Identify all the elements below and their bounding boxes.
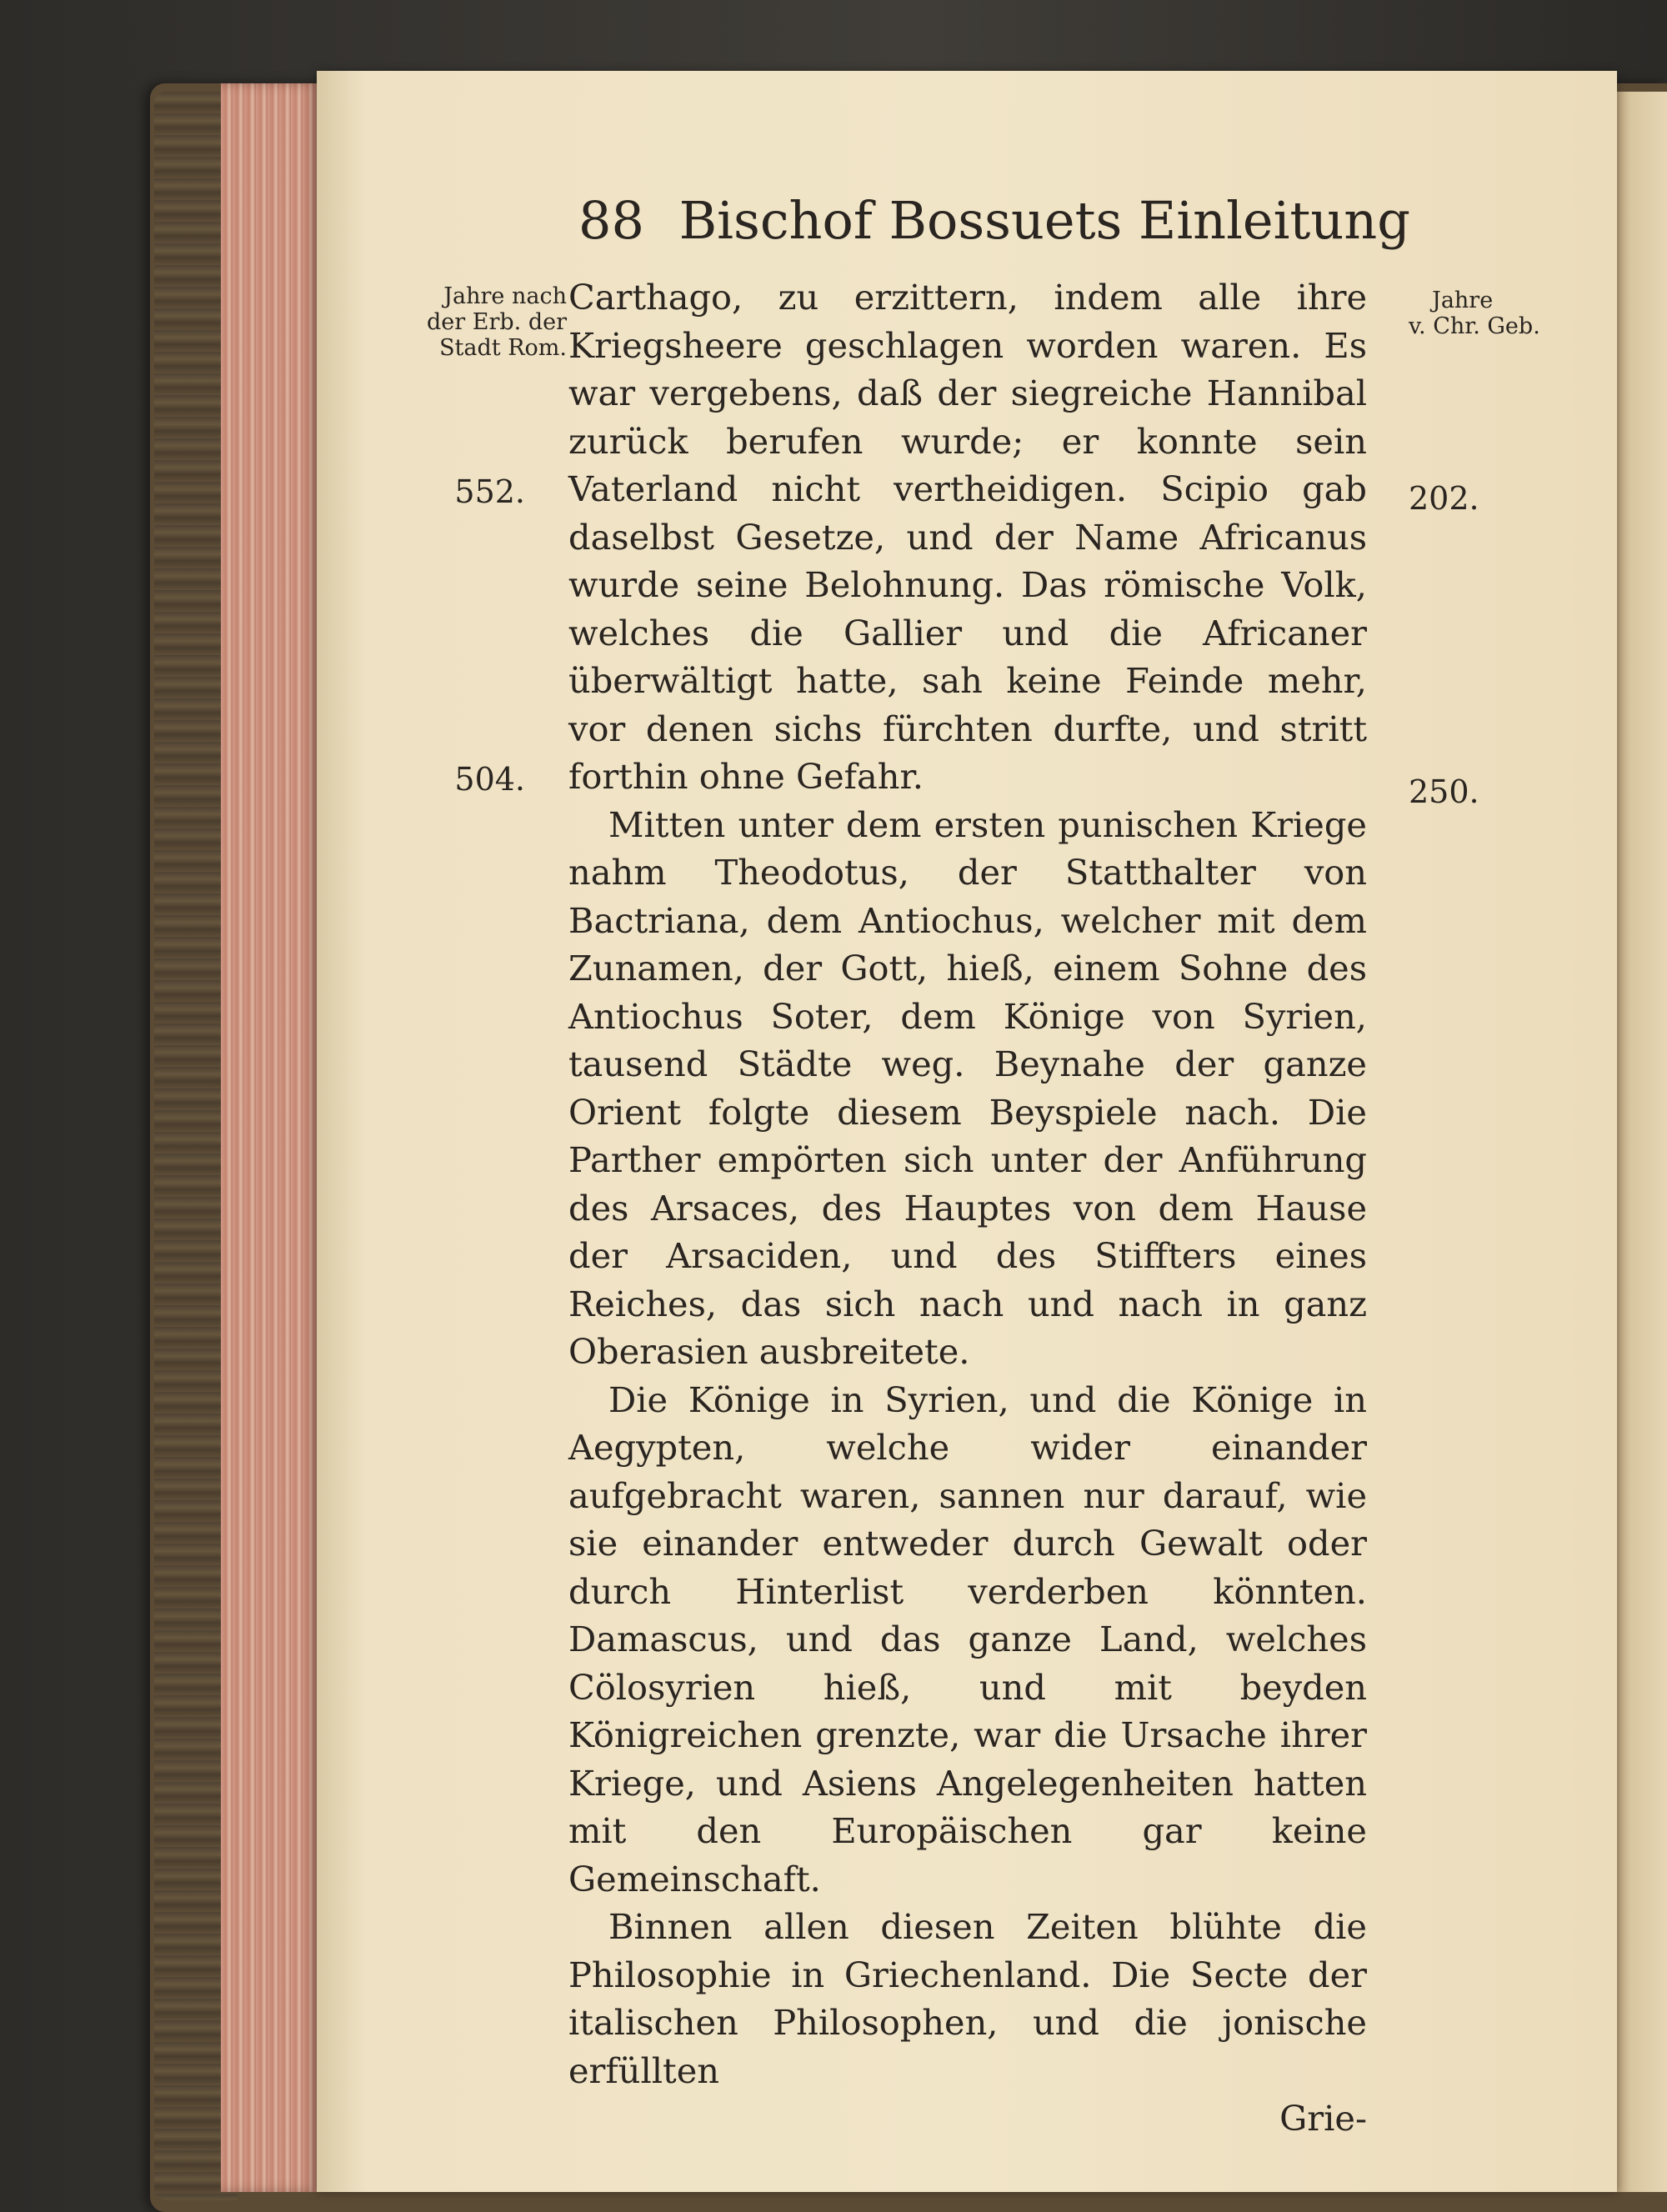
right-margin-heading xyxy=(1409,288,1567,339)
left-margin-year: 552. xyxy=(454,473,525,510)
paragraph: Binnen allen diesen Zeiten blühte die Philosophie in Griechenland. Die Secte der italischen Philosophen, und die jonische erfüllten xyxy=(568,1906,1367,2091)
paragraph: Die Könige in Syrien, und die Könige in Aegypten, welche wider einander aufgebracht waren, sannen nur darauf, wie sie einander entweder durch Gewalt oder durch Hinterlist verderben könnten. Damascus, und das ganze Land, welches Cölosyrien hieß, und mit beyden Königreichen grenzte, war die Ursache ihrer Kriege, und Asiens Angelegenheiten hatten mit den Europäischen gar keine Gemeinschaft. xyxy=(568,1379,1367,1899)
left-margin-heading-line: Stadt Rom. xyxy=(439,335,567,361)
left-margin-year: 504. xyxy=(454,761,525,798)
page-number: 88 xyxy=(578,190,644,251)
right-margin-heading-line: Jahre xyxy=(1432,288,1494,313)
left-margin-heading-line: Jahre nach xyxy=(443,283,567,309)
body-text xyxy=(568,273,1367,2143)
right-margin-heading-line: v. Chr. Geb. xyxy=(1409,313,1540,339)
left-margin-heading-line: der Erb. der xyxy=(427,309,567,335)
catchword: Grie- xyxy=(1279,2098,1367,2139)
running-title: Bischof Bossuets Einleitung xyxy=(678,190,1410,251)
page-header xyxy=(578,190,1410,251)
paragraph: Carthago, zu erzittern, indem alle ihre Kriegsheere geschlagen worden waren. Es war vergebens, daß der siegreiche Hannibal zurück berufen wurde; er konnte sein Vaterland nicht vertheidigen. Scipio gab daselbst Gesetze, und der Name Africanus wurde seine Belohnung. Das römische Volk, welches die Gallier und die Africaner überwältigt hatte, sah keine Feinde mehr, vor denen sichs fürchten durfte, und stritt forthin ohne Gefahr. xyxy=(568,277,1367,797)
paragraph: Mitten unter dem ersten punischen Kriege nahm Theodotus, der Statthalter von Bactriana, dem Antiochus, welcher mit dem Zunamen, der Gott, hieß, einem Sohne des Antiochus Soter, dem Könige von Syrien, tausend Städte weg. Beynahe der ganze Orient folgte diesem Beyspiele nach. Die Parther empörten sich unter der Anführung des Arsaces, des Hauptes von dem Hause der Arsaciden, und des Stiffters eines Reiches, das sich nach und nach in ganz Oberasien ausbreitete. xyxy=(568,803,1367,1372)
left-margin-heading xyxy=(383,283,567,361)
right-margin-year: 250. xyxy=(1409,773,1479,810)
page-edges xyxy=(221,83,321,2192)
facing-page-edge xyxy=(1615,92,1667,2192)
right-margin-year: 202. xyxy=(1409,480,1479,517)
